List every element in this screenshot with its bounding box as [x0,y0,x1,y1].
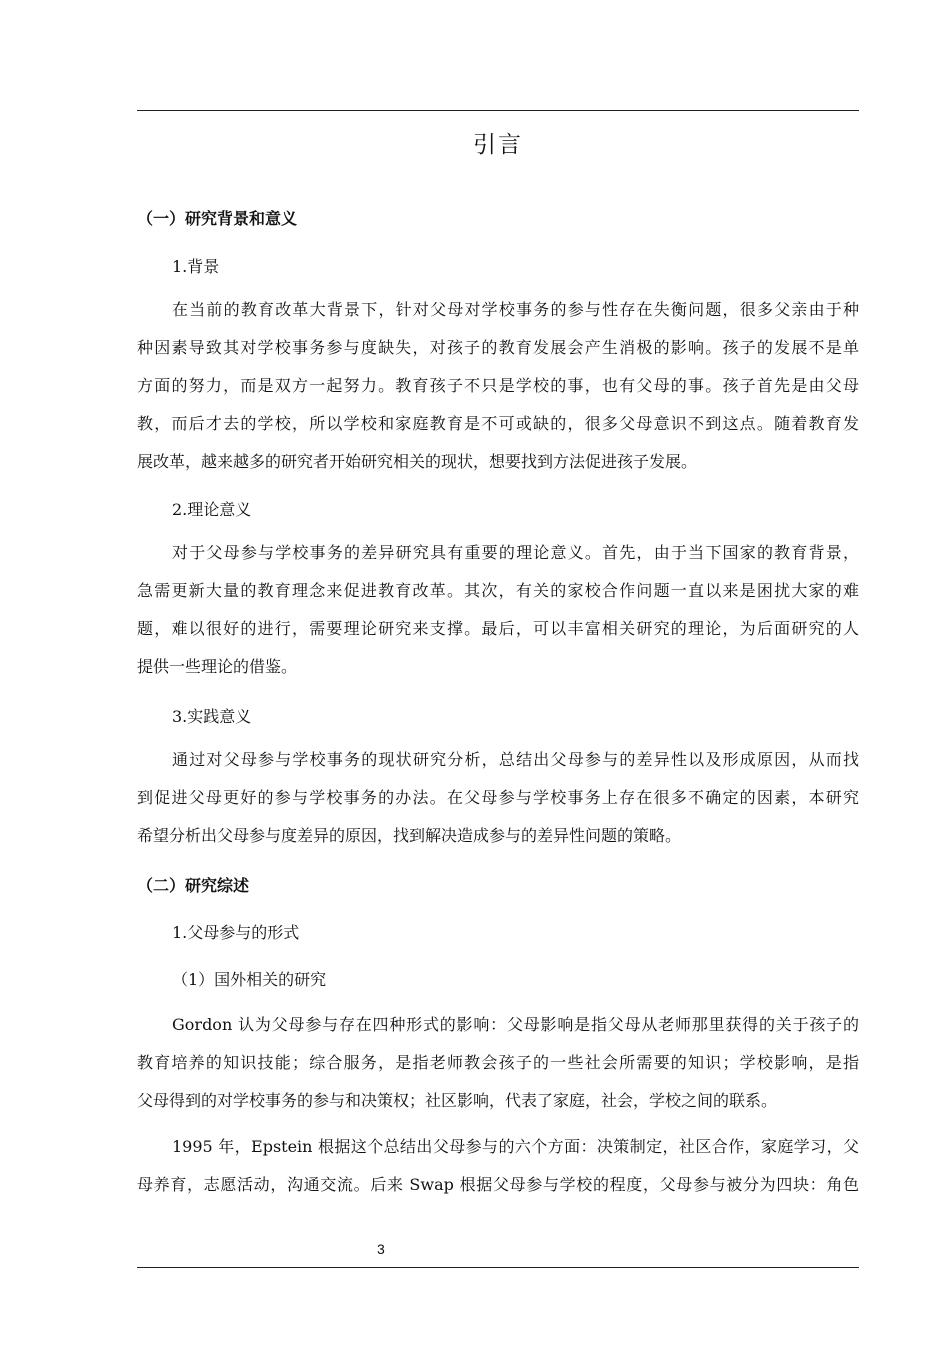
paragraph-line: 急需更新大量的教育理念来促进教育改革。其次，有关的家校合作问题一直以来是困扰大家的难 [137,581,859,600]
page-number: 3 [377,1241,385,1257]
paragraph-line: 展改革，越来越多的研究者开始研究相关的现状，想要找到方法促进孩子发展。 [137,452,698,471]
paragraph-epstein [137,1128,859,1204]
paragraph-theory [137,534,859,686]
subheading-background: 1.背景 [172,257,220,276]
paragraph-line: 希望分析出父母参与度差异的原因，找到解决造成参与的差异性问题的策略。 [137,826,682,845]
paragraph-line: 教，而后才去的学校，所以学校和家庭教育是不可或缺的，很多父母意识不到这点。随着教育发 [137,414,859,433]
paragraph-line: 题，难以很好的进行，需要理论研究来支撑。最后，可以丰富相关研究的理论，为后面研究的人 [137,619,859,638]
header-rule [137,110,859,111]
paragraph-line: 到促进父母更好的参与学校事务的办法。在父母参与学校事务上存在很多不确定的因素，本研究 [137,788,859,807]
paragraph-line: Gordon 认为父母参与存在四种形式的影响：父母影响是指父母从老师那里获得的关于孩子的 [172,1015,859,1034]
subheading-practice: 3.实践意义 [172,707,252,726]
subheading-forms: 1.父母参与的形式 [172,923,300,942]
paragraph-line: 提供一些理论的借鉴。 [137,657,298,676]
paragraph-gordon [137,1006,859,1120]
paragraph-line: 1995 年，Epstein 根据这个总结出父母参与的六个方面：决策制定，社区合作，家庭学习，父 [172,1137,859,1156]
page-title: 引言 [473,132,523,158]
paragraph-line: 方面的努力，而是双方一起努力。教育孩子不只是学校的事，也有父母的事。孩子首先是由父母 [137,376,859,395]
paragraph-line: 对于父母参与学校事务的差异研究具有重要的理论意义。首先，由于当下国家的教育背景， [172,543,859,562]
paragraph-line: 在当前的教育改革大背景下，针对父母对学校事务的参与性存在失衡问题，很多父亲由于种 [172,300,859,319]
paragraph-line: 父母得到的对学校事务的参与和决策权；社区影响，代表了家庭，社会，学校之间的联系。 [137,1091,778,1110]
paragraph-line: 通过对父母参与学校事务的现状研究分析，总结出父母参与的差异性以及形成原因，从而找 [172,750,859,769]
section-heading-review: （二）研究综述 [137,876,250,895]
paragraph-line: 教育培养的知识技能；综合服务，是指老师教会孩子的一些社会所需要的知识；学校影响，是指 [137,1053,859,1072]
footer-rule [137,1267,859,1268]
subheading-theory: 2.理论意义 [172,500,252,519]
paragraph-line: 种因素导致其对学校事务参与度缺失，对孩子的教育发展会产生消极的影响。孩子的发展不是单 [137,338,859,357]
paragraph-line: 母养育，志愿活动，沟通交流。后来 Swap 根据父母参与学校的程度，父母参与被分为四块：角色 [137,1175,859,1194]
paragraph-practice [137,741,859,855]
section-heading-background: （一）研究背景和意义 [137,209,298,228]
paragraph-background [137,291,859,481]
subheading-foreign-research: （1）国外相关的研究 [172,970,327,989]
